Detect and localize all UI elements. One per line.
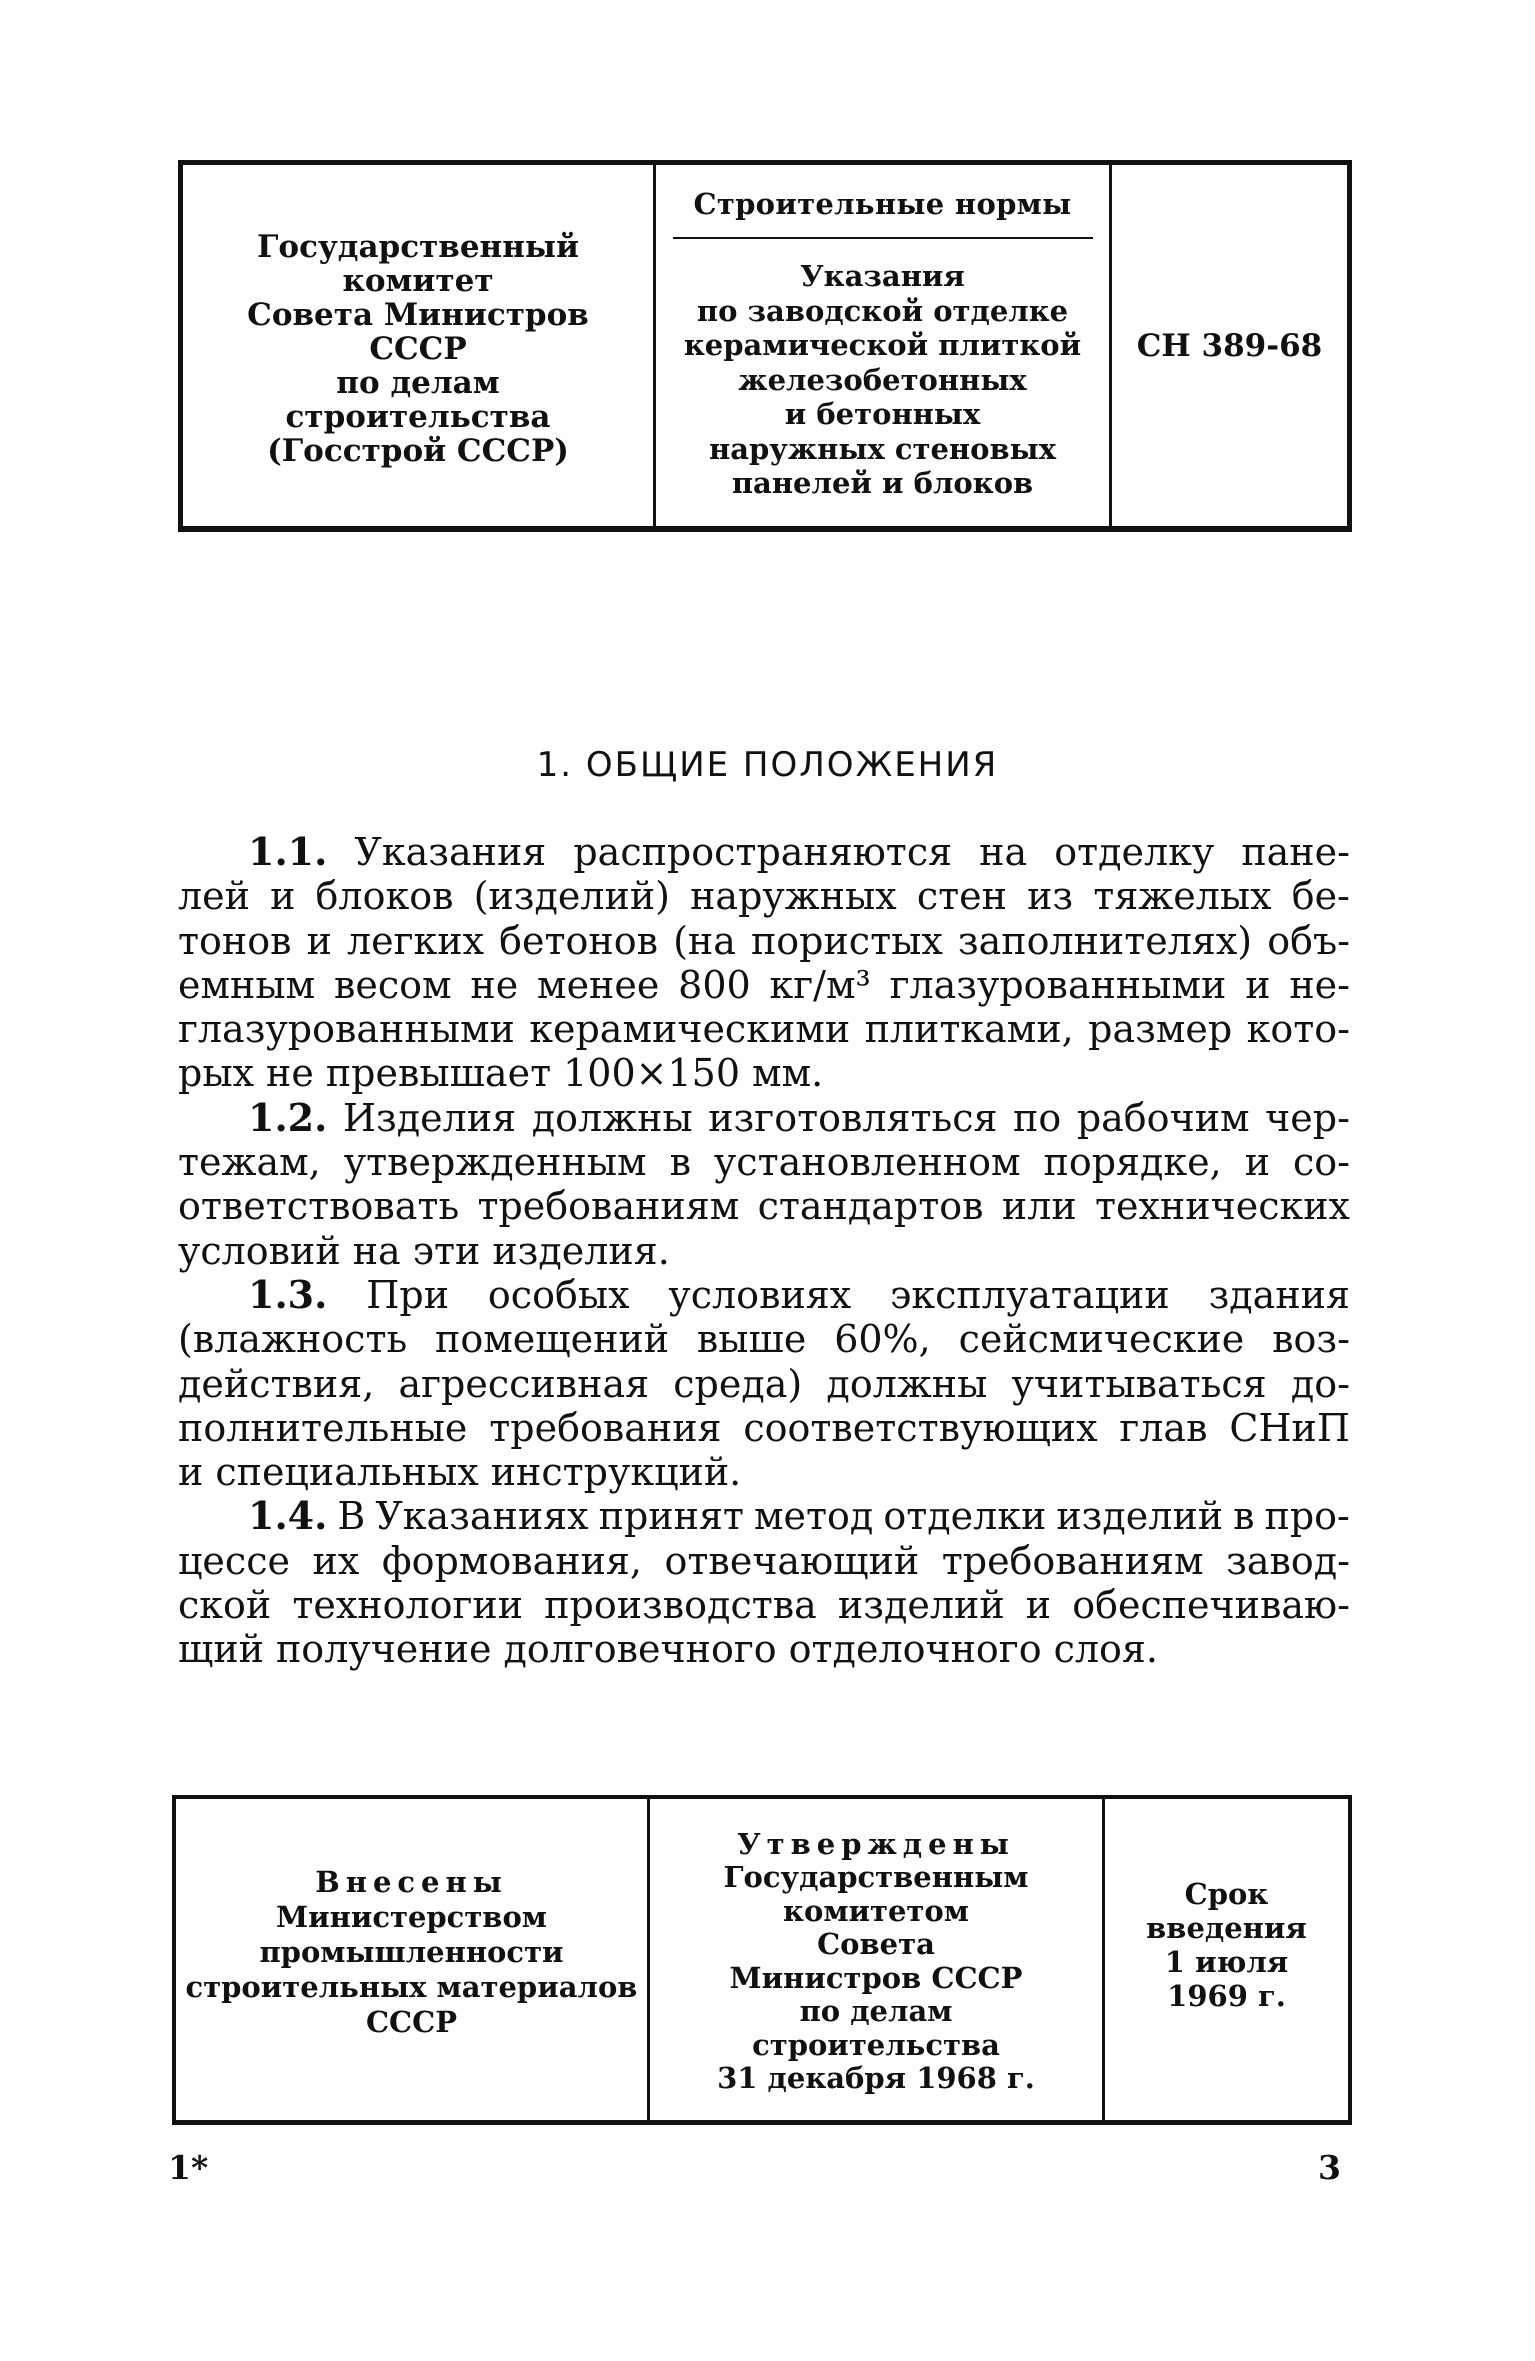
footer-table [172, 1795, 1352, 2125]
paragraph-line [178, 1450, 1350, 1494]
approved-label: Утверждены [737, 1826, 1015, 1861]
paragraph-line [178, 1583, 1350, 1627]
word: отделочного [788, 1627, 1042, 1672]
word: блоков [315, 874, 454, 919]
paragraph-line [178, 1494, 1350, 1538]
word: отвечающий [664, 1538, 920, 1583]
issuer-line: строительства [285, 398, 551, 435]
word: особых [487, 1272, 630, 1317]
word: по [1013, 1095, 1062, 1140]
paragraph-line [178, 1406, 1350, 1450]
word: и [1244, 1140, 1271, 1185]
word: слоя. [1053, 1627, 1158, 1672]
word: должны [826, 1361, 988, 1406]
word: бетонов [499, 918, 658, 963]
title-line: и бетонных [784, 397, 981, 431]
word: менее [537, 962, 660, 1007]
submitted-label: Внесены [315, 1865, 508, 1899]
word: формования, [381, 1538, 642, 1583]
word: из [1027, 874, 1074, 919]
word: сейсмические [958, 1317, 1245, 1362]
word: тонов [178, 918, 292, 963]
word: среда) [673, 1361, 803, 1406]
approved-by [650, 1799, 1105, 2120]
issuer-line: Совета Министров [247, 296, 589, 333]
word: или [1001, 1184, 1077, 1229]
word: производства [544, 1583, 817, 1628]
effective-line: Срок [1184, 1876, 1269, 1911]
document-title [684, 259, 1081, 501]
title-line: панелей и блоков [731, 466, 1034, 500]
word: объ- [1267, 918, 1350, 963]
word: соответствующих [743, 1405, 1098, 1450]
word: долговечного [503, 1627, 777, 1672]
word: обеспечиваю- [1072, 1583, 1350, 1628]
word: глазурованными [178, 1007, 515, 1052]
word: (изделий) [473, 874, 670, 919]
word: требованиям [941, 1538, 1204, 1583]
paragraph-line [178, 1273, 1350, 1317]
effective-date [1105, 1799, 1348, 2120]
word: действия, [178, 1361, 375, 1406]
word: специальных [215, 1450, 479, 1495]
word: утвержденным [343, 1140, 647, 1185]
word: Изделия [342, 1095, 517, 1140]
issuer-line: (Госстрой СССР) [267, 432, 569, 469]
title-line: керамической плиткой [683, 328, 1082, 362]
word: (на [673, 918, 736, 963]
word: цессе [178, 1538, 290, 1583]
body-text [178, 830, 1350, 1672]
word: не [266, 1051, 314, 1096]
word: При [366, 1272, 450, 1317]
word: инструкций. [490, 1450, 742, 1495]
document-code-text: СН 389-68 [1136, 327, 1323, 364]
word: наружных [690, 874, 897, 919]
word: в [669, 1140, 691, 1185]
paragraph-line [178, 1140, 1350, 1184]
paragraph [178, 830, 1350, 1096]
word: технологии [292, 1583, 524, 1628]
word: про- [1264, 1494, 1350, 1539]
word: требования [489, 1405, 722, 1450]
issuer-line: СССР [369, 330, 467, 367]
word: не- [1289, 962, 1350, 1007]
word: выше [696, 1317, 807, 1362]
title-line: железобетонных [738, 362, 1027, 397]
word: до- [1290, 1361, 1350, 1406]
word: лей [178, 874, 250, 919]
word: воз- [1272, 1317, 1350, 1362]
word: получение [275, 1627, 492, 1672]
word: керамическими [529, 1007, 851, 1052]
approved-line: Государственным [723, 1860, 1029, 1894]
title-line: Указания [800, 259, 965, 293]
word: бе- [1291, 874, 1350, 919]
word: и [1245, 962, 1271, 1007]
effective-line: 1969 г. [1167, 1978, 1286, 2013]
word: размер [1088, 1007, 1233, 1052]
paragraph-line [178, 1051, 1350, 1095]
submitted-line: промышленности [259, 1935, 564, 1969]
paragraph-line [178, 1539, 1350, 1583]
word: распространяются [573, 830, 953, 874]
approved-line: Совета [817, 1927, 935, 1961]
paragraph [178, 1273, 1350, 1494]
word: тежам, [178, 1140, 321, 1185]
word: пористых [750, 918, 943, 963]
word: на [979, 830, 1028, 874]
paragraph-line [178, 1229, 1350, 1273]
word: весом [333, 962, 452, 1007]
signature-mark: 1* [168, 2148, 209, 2187]
word: тяжелых [1093, 874, 1272, 919]
paragraph-number: 1.4. [248, 1493, 328, 1539]
word: глазурованными [889, 962, 1227, 1007]
approved-line: по делам [799, 1994, 953, 2028]
word: их [312, 1538, 360, 1583]
word: пане- [1241, 830, 1350, 874]
submitted-line: Министерством [275, 1900, 547, 1934]
word: СНиП [1229, 1405, 1350, 1450]
word: условиях [668, 1272, 852, 1317]
word: стандартов [757, 1184, 984, 1229]
word: здания [1208, 1272, 1350, 1317]
paragraph [178, 1096, 1350, 1273]
word: агрессивная [398, 1361, 650, 1406]
title-line: по заводской отделке [696, 293, 1069, 328]
word: кг/м³ [769, 962, 871, 1007]
word: помещений [435, 1317, 670, 1362]
header-table [178, 160, 1352, 532]
word: не [470, 962, 519, 1007]
document-category: Строительные нормы [693, 187, 1072, 221]
approval-date: 31 декабря 1968 г. [717, 2061, 1035, 2095]
approved-line: строительства [752, 2027, 1000, 2062]
document-code [1112, 165, 1347, 526]
word: и [306, 918, 332, 963]
word: изделий [1056, 1494, 1224, 1539]
word: Указаниях [375, 1494, 589, 1539]
word: 800 [678, 962, 751, 1007]
word: и [270, 874, 296, 919]
paragraph-number: 1.1. [248, 829, 328, 874]
word: со- [1292, 1140, 1350, 1185]
approved-line: комитетом [783, 1893, 969, 1928]
word: эти [412, 1228, 481, 1273]
title-line: наружных стеновых [709, 431, 1056, 466]
word: легких [346, 918, 485, 963]
word: Указания [354, 830, 547, 874]
word: завод- [1226, 1538, 1350, 1583]
word: изделий [837, 1583, 1005, 1628]
word: ответствовать [178, 1184, 460, 1229]
word: щий [178, 1627, 264, 1672]
paragraph-line [178, 1096, 1350, 1140]
title-divider [673, 237, 1093, 239]
approved-line: Министров СССР [729, 1960, 1023, 1995]
word: полнительные [178, 1405, 468, 1450]
word: чер- [1265, 1095, 1350, 1140]
page-number: 3 [1318, 2148, 1341, 2187]
word: отделки [883, 1494, 1047, 1539]
word: заполнителях) [957, 918, 1253, 963]
word: мм. [752, 1051, 824, 1096]
word: плитками, [864, 1007, 1074, 1052]
word: и [178, 1450, 204, 1495]
word: глав [1119, 1405, 1208, 1450]
word: В [337, 1494, 366, 1539]
paragraph-line [178, 919, 1350, 963]
paragraph-line [178, 830, 1350, 874]
word: метод [753, 1494, 874, 1539]
paragraph-line [178, 874, 1350, 918]
word: 60%, [834, 1317, 931, 1362]
word: должны [531, 1095, 693, 1140]
issuer-line: комитет [342, 262, 494, 299]
word: стен [916, 874, 1007, 919]
issuer-line: по делам [336, 364, 500, 401]
effective-line: введения [1146, 1910, 1307, 1945]
effective-line: 1 июля [1164, 1944, 1289, 1979]
word: отделку [1054, 830, 1215, 874]
word: (влажность [178, 1317, 408, 1362]
word: порядке, [1043, 1140, 1222, 1185]
word: эксплуатации [890, 1272, 1170, 1317]
issuing-authority [183, 165, 656, 526]
word: принят [598, 1494, 744, 1539]
word: превышает [325, 1051, 552, 1096]
word: на [352, 1228, 401, 1273]
word: условий [178, 1228, 341, 1273]
word: кото- [1246, 1007, 1350, 1052]
paragraph-line [178, 1362, 1350, 1406]
word: требованиям [477, 1184, 740, 1229]
paragraph-line [178, 1627, 1350, 1671]
paragraph-line [178, 963, 1350, 1007]
document-title-block [656, 165, 1112, 526]
issuer-line: Государственный [256, 228, 580, 265]
word: 100×150 [563, 1051, 741, 1096]
paragraph-line [178, 1007, 1350, 1051]
word: ской [178, 1583, 272, 1628]
paragraph-line [178, 1317, 1350, 1361]
word: рых [178, 1051, 254, 1096]
paragraph-number: 1.2. [248, 1094, 328, 1140]
section-heading: 1. ОБЩИЕ ПОЛОЖЕНИЯ [536, 745, 999, 785]
word: технических [1094, 1184, 1350, 1229]
word: установленном [713, 1140, 1021, 1185]
submitted-line: СССР [365, 2005, 458, 2039]
paragraph-line [178, 1184, 1350, 1228]
word: изделия. [492, 1228, 670, 1273]
paragraph-number: 1.3. [248, 1271, 328, 1317]
submitted-line: строительных материалов [185, 1970, 638, 2004]
submitted-by [176, 1799, 650, 2120]
paragraph [178, 1494, 1350, 1671]
word: изготовляться [708, 1095, 998, 1140]
word: в [1233, 1494, 1255, 1539]
word: и [1025, 1583, 1052, 1628]
word: учитываться [1011, 1361, 1267, 1406]
word: рабочим [1076, 1095, 1250, 1140]
word: емным [178, 962, 316, 1007]
